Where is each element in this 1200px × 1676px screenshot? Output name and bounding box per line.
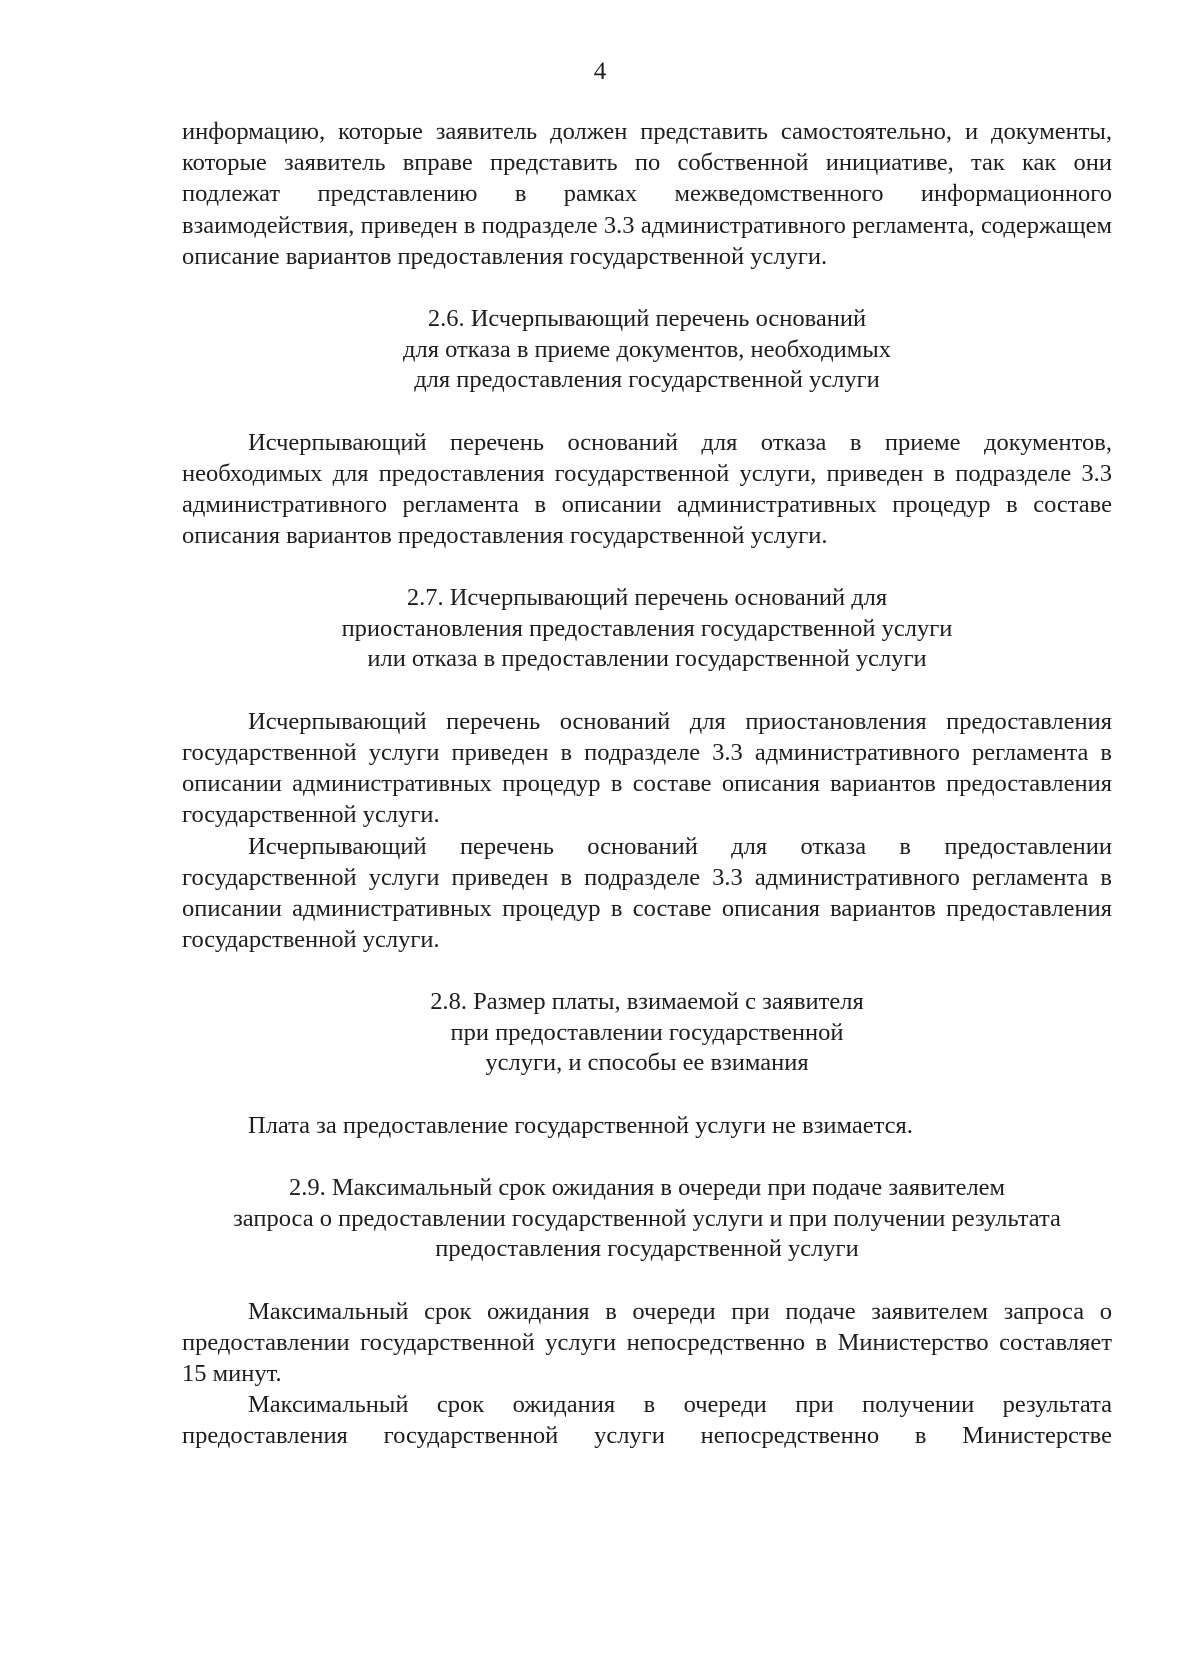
heading-line: приостановления предоставления государственной услуги bbox=[341, 614, 953, 642]
heading-line: 2.9. Максимальный срок ожидания в очереди при подаче заявителем bbox=[288, 1174, 1006, 1202]
heading-line: 2.6. Исчерпывающий перечень оснований bbox=[427, 305, 867, 333]
heading-line: услуги, и способы ее взимания bbox=[485, 1049, 809, 1077]
page-number: 4 bbox=[593, 58, 607, 85]
heading-line: предоставления государственной услуги bbox=[435, 1235, 859, 1263]
heading-line: запроса о предоставлении государственной услуги и при получении результата bbox=[233, 1204, 1061, 1232]
heading-line: для предоставления государственной услуги bbox=[414, 366, 880, 394]
paragraph-2-8: Плата за предоставление государственной услуги не взимается. bbox=[248, 1111, 913, 1139]
heading-line: 2.8. Размер платы, взимаемой с заявителя bbox=[430, 988, 864, 1016]
document-body bbox=[182, 116, 1112, 1452]
heading-line: для отказа в приеме документов, необходимых bbox=[403, 335, 891, 363]
paragraph-2-7-refusal: Исчерпывающий перечень оснований для отказа в предоставлении государственной услуги приведен в подразделе 3.3 административного регламента в описании административных процедур в составе описания вариантов предоставления государственной услуги. bbox=[182, 832, 1112, 954]
heading-line: при предоставлении государственной bbox=[450, 1018, 844, 1046]
heading-2-8 bbox=[182, 987, 1112, 1079]
heading-line: или отказа в предоставлении государственной услуги bbox=[367, 645, 927, 673]
paragraph-2-9-result: Максимальный срок ожидания в очереди при получении результата предоставления государственной услуги непосредственно в Министерстве bbox=[182, 1391, 1112, 1450]
paragraph-2-6: Исчерпывающий перечень оснований для отказа в приеме документов, необходимых для предоставления государственной услуги, приведен в подразделе 3.3 административного регламента в описании административных процедур в составе описания вариантов предоставления государственной услуги. bbox=[182, 428, 1112, 550]
heading-2-6 bbox=[182, 304, 1112, 396]
heading-2-7 bbox=[182, 583, 1112, 675]
paragraph-2-9-submission: Максимальный срок ожидания в очереди при подаче заявителем запроса о предоставлении государственной услуги непосредственно в Министерство составляет 15 минут. bbox=[182, 1297, 1112, 1388]
paragraph-2-7-suspension: Исчерпывающий перечень оснований для приостановления предоставления государственной услуги приведен в подразделе 3.3 административного регламента в описании административных процедур в составе описания вариантов предоставления государственной услуги. bbox=[182, 707, 1112, 829]
heading-2-9 bbox=[182, 1173, 1112, 1265]
heading-line: 2.7. Исчерпывающий перечень оснований для bbox=[406, 584, 888, 612]
paragraph-intro: информацию, которые заявитель должен представить самостоятельно, и документы, которые заявитель вправе представить по собственной инициативе, так как они подлежат представлению в рамках межведомственного информационного взаимодействия, приведен в подразделе 3.3 административного регламента, содержащем описание вариантов предоставления государственной услуги. bbox=[182, 118, 1112, 270]
